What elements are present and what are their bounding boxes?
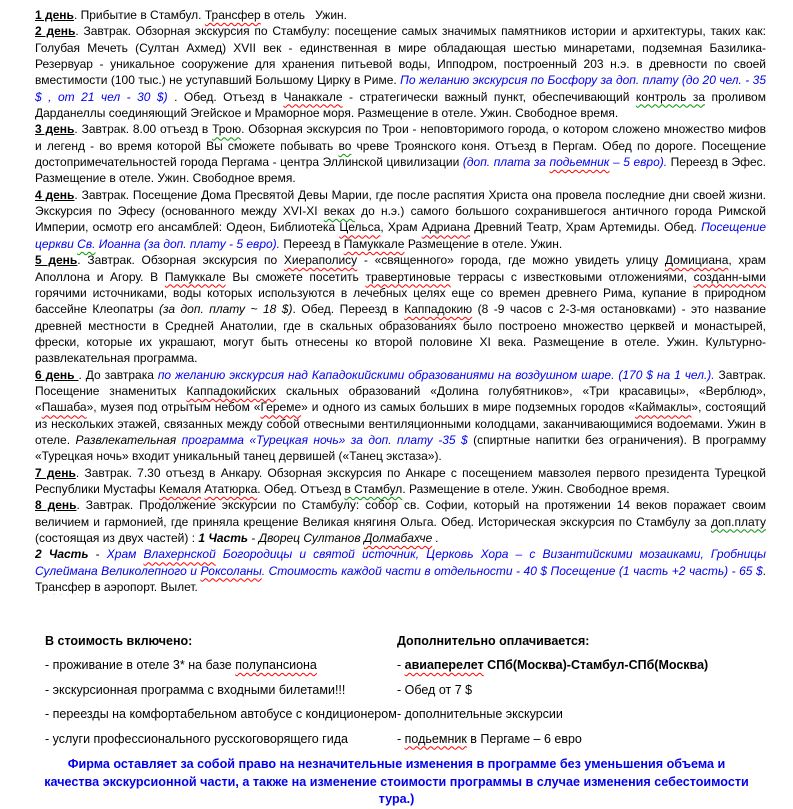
extras-title: Дополнительно оплачивается: <box>397 634 590 648</box>
itinerary-paragraph-part-2: 2 Часть - Храм Влахернской Богородицы и святой источник, Церковь Хора – с Византийскими мозаиками, Гробницы Сулеймана Великолепного и Роксоланы. Стоимость каждой части в отдельности - 40 $ Посещение (1 часть +2 часть) - 65 $. Трансфер в аэропорт. Вылет. <box>35 547 766 595</box>
footer-disclaimer: Фирма оставляет за собой право на незначительные изменения в программе без уменьшения объема и качества экскурсионной части, а также на изменение стоимости программы в случае изменения себестоимости тура.) <box>44 757 749 807</box>
included-column <box>45 634 397 755</box>
extras-item-1: - авиаперелет СПб(Москва)-Стамбул-СПб(Москва) <box>397 658 709 672</box>
included-item-1: - проживание в отеле 3* на базе полупансиона <box>45 658 317 672</box>
included-item-4: - услуги профессионального русскоговорящего гида <box>45 731 348 746</box>
itinerary-paragraph-day-2: 2 день. Завтрак. Обзорная экскурсия по Стамбулу: посещение самых значимых памятников истории и архитектуры, таких как: Голубая Мечеть (Султан Ахмед) XVII век - единственная в мире обладающая шестью минаретами, подземная Базилика-Резервуар - уникальное сооружение для хранения питьевой воды, Ипподром, построенный 203 н.э. в древности по своей вместимости (100 тыс.) не уступавший Большому Цирку в Риме. По желанию экскурсия по Босфору за доп. плату (до 20 чел. - 35 $ , от 21 чел - 30 $) . Обед. Отъезд в Чанаккале - стратегически важный пункт, обеспечивающий контроль за проливом Дарданеллы соединяющий Эгейское и Мраморное моря. Размещение в отеле. Ужин. Свободное время. <box>35 24 766 121</box>
itinerary-paragraph-day-1: 1 день. Прибытие в Стамбул. Трансфер в отель Ужин. <box>35 8 347 22</box>
extras-item-4: - подьемник в Пергаме – 6 евро <box>397 731 582 746</box>
extras-column <box>397 634 771 755</box>
itinerary-paragraph-day-7: 7 день. Завтрак. 7.30 отъезд в Анкару. Обзорная экскурсия по Анкаре с посещением мавзолея первого президента Турецкой Республики Мустафы Кемаля Ататюрка. Обед. Отъезд в Стамбул. Размещение в отеле. Ужин. Свободное время. <box>35 465 766 496</box>
itinerary-paragraph-day-6: 6 день . До завтрака по желанию экскурсия над Кападокийскими образованиями на воздушном шаре. (170 $ на 1 чел.). Завтрак. Посещение знаменитых Каппадокийских скальных образований «Долина голубятников», «Три красавицы», «Верблюд», «Пашаба», музея под отрытым небом «Гереме» и одного из самых больших в мире подземных городов «Каймаклы», состоящий из нескольких этажей, связанных между собой отвесными вентиляционными колодцами, заканчивающимися водоемами. Ужин в отеле. Развлекательная программа «Турецкая ночь» за доп. плату -35 $ (спиртные напитки без ограничения). В программу «Турецкая ночь» входит уникальный танец дервишей («Танец экстаза»). <box>35 367 766 464</box>
included-title: В стоимость включено: <box>45 634 193 648</box>
itinerary-paragraph-day-4: 4 день. Завтрак. Посещение Дома Пресвятой Девы Марии, где после распятия Христа она провела последние дни своей жизни. Экскурсия по Эфесу (основанного между XVI-XI веках до н.э.) самого большого сохранившегося античного города Римской Империи, осмотр его ансамблей: Одеон, Библиотека Цельса, Храм Адриана Древний Театр, Храм Артемиды. Обед. Посещение церкви Св. Иоанна (за доп. плату - 5 евро). Переезд в Памуккале Размещение в отеле. Ужин. <box>35 187 766 251</box>
extras-item-3: - дополнительные экскурсии <box>397 707 563 721</box>
itinerary-paragraph-day-5: 5 день. Завтрак. Обзорная экскурсия по Хиераполису - «священного» города, где можно увидеть улицу Домициана, храм Аполлона и Агору. В Памуккале Вы сможете посетить травертиновые террасы с известковыми отложениями, созданн-ыми горячими источниками, воды которых используются в лечебных целях еще со времен древнего Рима, купание в природном бассейне Клеопатры (за доп. плату ~ 18 $). Обед. Переезд в Каппадокию (8 -9 часов с 2-3-мя остановками) - это название древней местности в Средней Анатолии, где в скальных образованиях было построено множество церквей и монастырей, фрески, которые их украшают, могут быть отнесены ко второй половине XI века. Размещение в отеле. Ужин. Культурно-развлекательная программа. <box>35 253 766 366</box>
included-items <box>45 657 397 747</box>
itinerary-paragraph-day-3: 3 день. Завтрак. 8.00 отъезд в Трою. Обзорная экскурсия по Трои - неповторимого города, о котором сложено множество мифов и легенд - во время которой Вы сможете побывать во чреве Троянского коня. Отъезд в Пергам. Обед по дороге. Посещение достопримечательностей города Пергама - центра Эллинской цивилизации (доп. плата за подьемник – 5 евро). Переезд в Эфес. Размещение в отеле. Ужин. Свободное время. <box>35 122 766 186</box>
included-item-3: - переезды на комфортабельном автобусе с кондиционером <box>45 707 397 721</box>
tour-itinerary <box>35 7 766 595</box>
included-item-2: - экскурсионная программа с входными билетами!!! <box>45 682 346 697</box>
pricing-columns <box>45 634 771 755</box>
itinerary-paragraph-day-8: 8 день. Завтрак. Продолжение экскурсии по Стамбулу: собор св. Софии, который на протяжении 14 веков поражает своим величием и гармонией, где приняла крещение Великая княгиня Ольга. Обед. Историческая экскурсия по Стамбулу за доп.плату (состоящая из двух частей) : 1 Часть - Дворец Султанов Долмабахче . <box>35 498 766 545</box>
extras-items <box>397 657 771 747</box>
extras-item-2: - Обед от 7 $ <box>397 682 473 697</box>
